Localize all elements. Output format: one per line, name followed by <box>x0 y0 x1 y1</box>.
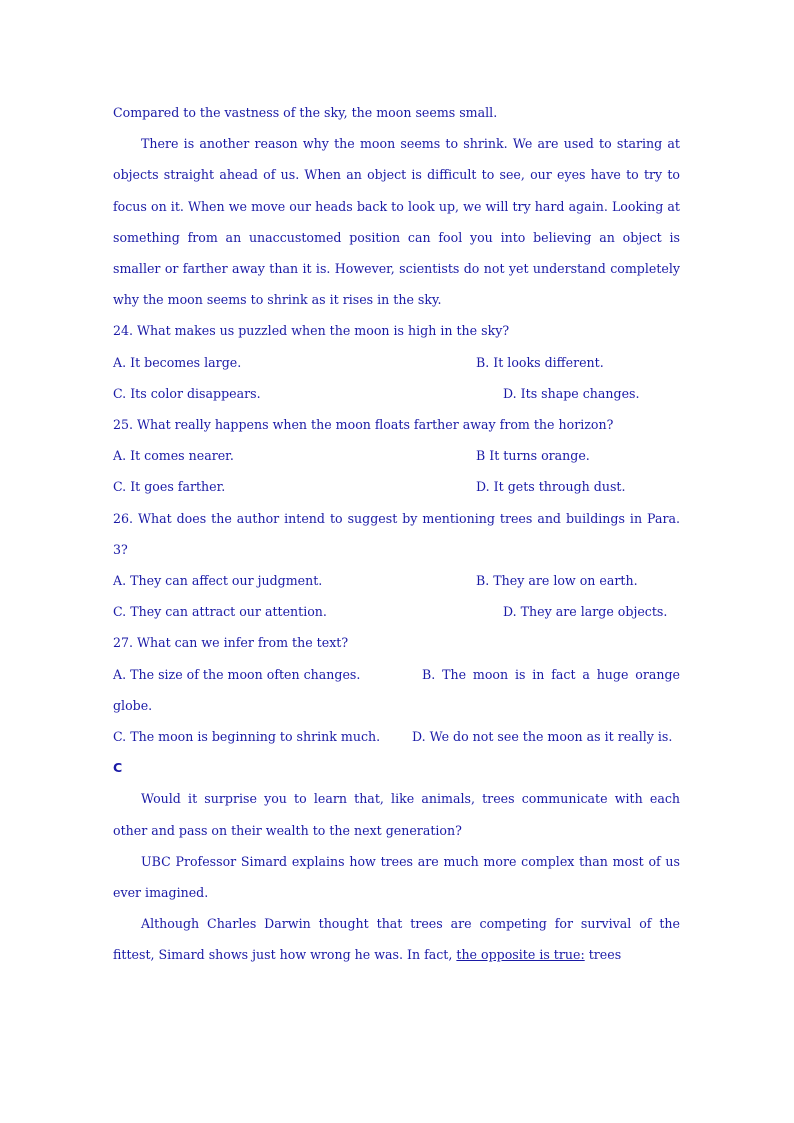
document-page <box>113 97 680 971</box>
option-c: C. The moon is beginning to shrink much. <box>113 728 381 744</box>
options-row <box>113 347 680 378</box>
question-stem: 27. What can we infer from the text? <box>113 635 349 651</box>
paragraph-text: trees <box>584 947 622 963</box>
options-row <box>113 471 680 502</box>
option-d: D. We do not see the moon as it really is. <box>412 728 673 744</box>
option-b: B. It looks different. <box>476 354 604 370</box>
option-a: A. They can affect our judgment. <box>113 572 323 588</box>
option-c: C. They can attract our attention. <box>113 604 327 620</box>
options-row <box>113 565 680 596</box>
option-b: B It turns orange. <box>476 448 590 464</box>
option-b: B. They are low on earth. <box>476 572 638 588</box>
underlined-phrase: the opposite is true: <box>456 947 585 963</box>
option-c: C. It goes farther. <box>113 479 226 495</box>
options-row <box>113 721 680 752</box>
options-row <box>113 659 680 721</box>
option-d: D. They are large objects. <box>503 604 668 620</box>
passage-b-paragraph: There is another reason why the moon seems to shrink. We are used to staring at objects straight ahead of us. When an object is difficult to see, our eyes have to try to focus on it. When we move our heads back to look up, we will try hard again. Looking at something from an unaccustomed position can fool you into believing an object is smaller or farther away than it is. However, scientists do not yet understand completely why the moon seems to shrink as it rises in the sky. <box>113 136 680 308</box>
paragraph-text: Although Charles Darwin thought that trees are competing for survival of the fittest, Simard shows just how wrong he was. In fact, <box>113 916 680 963</box>
question-stem: 26. What does the author intend to suggest by mentioning trees and buildings in Para. 3? <box>113 510 680 557</box>
passage-c-paragraph: UBC Professor Simard explains how trees are much more complex than most of us ever imagined. <box>113 853 680 900</box>
option-a: A. The size of the moon often changes. <box>113 666 361 682</box>
option-c: C. Its color disappears. <box>113 385 261 401</box>
passage-c-paragraph: Would it surprise you to learn that, like animals, trees communicate with each other and pass on their wealth to the next generation? <box>113 791 680 838</box>
question-stem: 24. What makes us puzzled when the moon is high in the sky? <box>113 323 510 339</box>
passage-b-line: Compared to the vastness of the sky, the moon seems small. <box>113 105 498 120</box>
options-row <box>113 440 680 471</box>
option-d: D. It gets through dust. <box>476 479 626 495</box>
question-stem: 25. What really happens when the moon floats farther away from the horizon? <box>113 417 614 432</box>
passage-c-paragraph <box>113 908 680 970</box>
options-row <box>113 596 680 627</box>
section-heading: C <box>113 760 123 776</box>
option-d: D. Its shape changes. <box>503 385 640 401</box>
option-a: A. It comes nearer. <box>113 448 234 464</box>
option-a: A. It becomes large. <box>113 354 242 370</box>
option-b: B. The moon is in fact a huge orange globe. <box>113 666 680 713</box>
options-row <box>113 378 680 409</box>
